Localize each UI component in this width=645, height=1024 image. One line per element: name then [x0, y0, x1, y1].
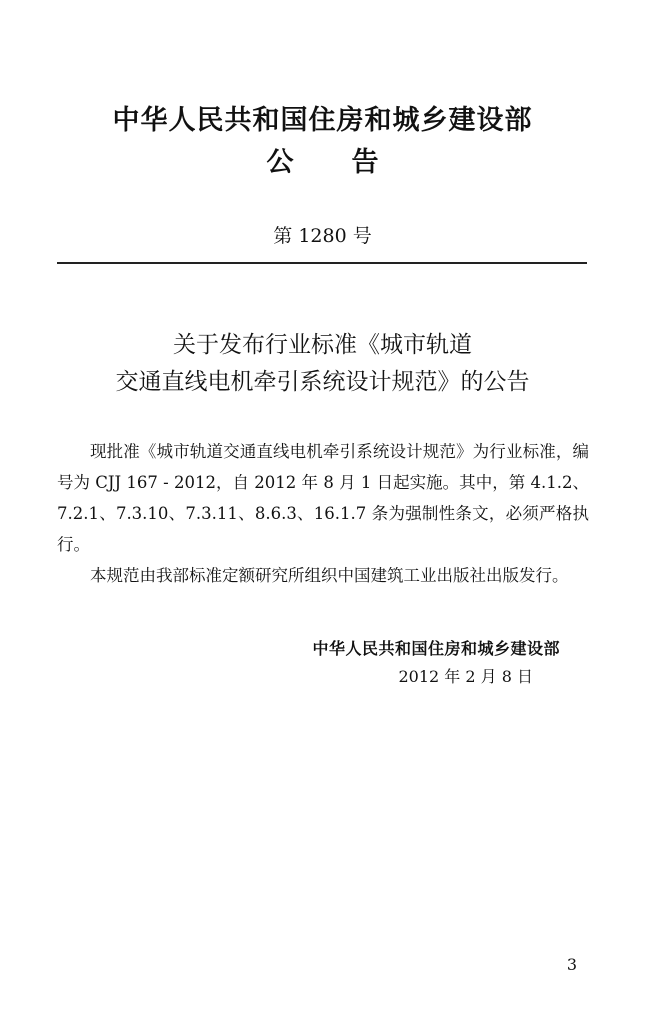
announcement-number: 第 1280 号 [273, 225, 372, 247]
signature-issuer: 中华人民共和国住房和城乡建设部 [312, 639, 560, 658]
title-line-1: 关于发布行业标准《城市轨道 [173, 332, 472, 358]
signature-date: 2012 年 2 月 8 日 [398, 667, 533, 686]
header-divider [57, 262, 587, 264]
announcement-title [0, 327, 645, 401]
announcement-body [57, 436, 589, 591]
announcement-heading: 公告 [266, 147, 437, 178]
body-paragraph-1: 现批准《城市轨道交通直线电机牵引系统设计规范》为行业标准，编号为 CJJ 167 - 2012，自 2012 年 8 月 1 日起实施。其中，第 4.1.2、7.2.1、7.3.10、7.3.11、8.6.3、16.1.7 条为强制性条文，必须严格执行。 [57, 442, 589, 554]
issuing-ministry: 中华人民共和国住房和城乡建设部 [112, 105, 533, 136]
title-line-2: 交通直线电机牵引系统设计规范》的公告 [115, 369, 530, 395]
page-number: 3 [566, 955, 577, 974]
body-paragraph-2: 本规范由我部标准定额研究所组织中国建筑工业出版社出版发行。 [90, 566, 569, 585]
